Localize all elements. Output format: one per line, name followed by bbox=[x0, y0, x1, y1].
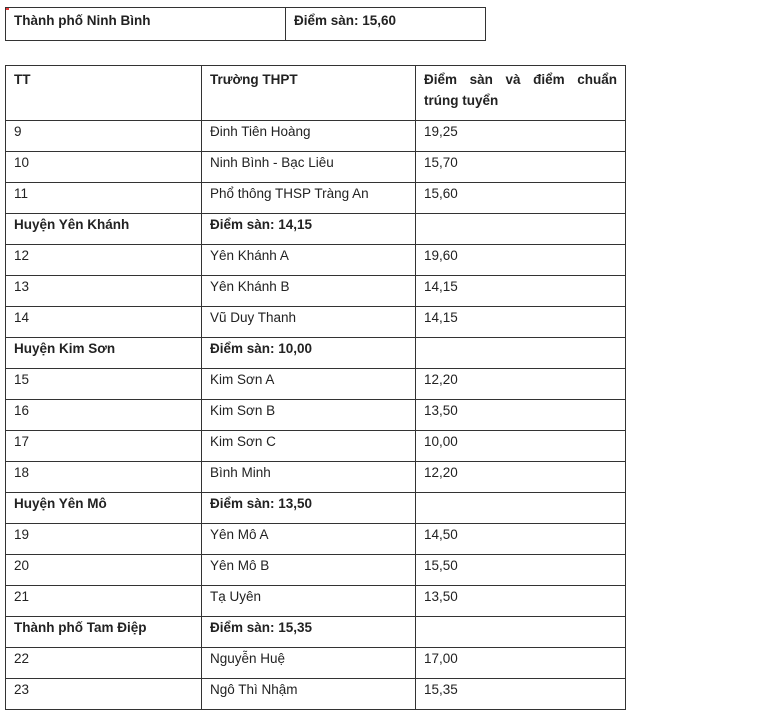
city-header-table bbox=[5, 7, 486, 41]
score-cell: 19,60 bbox=[416, 245, 626, 276]
score-cell: 13,50 bbox=[416, 400, 626, 431]
table-row bbox=[6, 555, 626, 586]
school-name-cell: Phổ thông THSP Tràng An bbox=[202, 183, 416, 214]
header-school: Trường THPT bbox=[202, 66, 416, 121]
table-row bbox=[6, 648, 626, 679]
score-cell: 15,70 bbox=[416, 152, 626, 183]
score-cell: 14,15 bbox=[416, 276, 626, 307]
city-name-cell: Thành phố Ninh Bình bbox=[6, 8, 286, 41]
table-row bbox=[6, 121, 626, 152]
school-name-cell: Nguyễn Huệ bbox=[202, 648, 416, 679]
score-cell: 17,00 bbox=[416, 648, 626, 679]
table-row bbox=[6, 183, 626, 214]
city-floor-score-cell: Điểm sàn: 15,60 bbox=[286, 8, 486, 41]
score-cell: 12,20 bbox=[416, 462, 626, 493]
score-cell: 15,35 bbox=[416, 679, 626, 710]
district-name-cell: Thành phố Tam Điệp bbox=[6, 617, 202, 648]
score-cell: 10,00 bbox=[416, 431, 626, 462]
district-floor-score-cell: Điểm sàn: 13,50 bbox=[202, 493, 416, 524]
district-floor-score-cell: Điểm sàn: 15,35 bbox=[202, 617, 416, 648]
row-number-cell: 11 bbox=[6, 183, 202, 214]
table-row bbox=[6, 462, 626, 493]
school-name-cell: Vũ Duy Thanh bbox=[202, 307, 416, 338]
district-floor-score-cell: Điểm sàn: 14,15 bbox=[202, 214, 416, 245]
score-cell: 19,25 bbox=[416, 121, 626, 152]
school-name-cell: Yên Mô A bbox=[202, 524, 416, 555]
table-header-row bbox=[6, 66, 626, 121]
table-row bbox=[6, 307, 626, 338]
school-name-cell: Kim Sơn B bbox=[202, 400, 416, 431]
district-group-row bbox=[6, 338, 626, 369]
empty-cell bbox=[416, 214, 626, 245]
school-scores-table bbox=[5, 65, 626, 710]
district-group-row bbox=[6, 493, 626, 524]
school-name-cell: Yên Khánh B bbox=[202, 276, 416, 307]
school-name-cell: Đinh Tiên Hoàng bbox=[202, 121, 416, 152]
school-name-cell: Kim Sơn C bbox=[202, 431, 416, 462]
school-name-cell: Ninh Bình - Bạc Liêu bbox=[202, 152, 416, 183]
table-row bbox=[6, 524, 626, 555]
district-name-cell: Huyện Kim Sơn bbox=[6, 338, 202, 369]
score-cell: 15,50 bbox=[416, 555, 626, 586]
school-name-cell: Tạ Uyên bbox=[202, 586, 416, 617]
empty-cell bbox=[416, 493, 626, 524]
score-cell: 14,50 bbox=[416, 524, 626, 555]
row-number-cell: 19 bbox=[6, 524, 202, 555]
header-score bbox=[416, 66, 626, 121]
row-number-cell: 10 bbox=[6, 152, 202, 183]
score-cell: 14,15 bbox=[416, 307, 626, 338]
row-number-cell: 17 bbox=[6, 431, 202, 462]
score-cell: 15,60 bbox=[416, 183, 626, 214]
row-number-cell: 13 bbox=[6, 276, 202, 307]
school-name-cell: Bình Minh bbox=[202, 462, 416, 493]
row-number-cell: 16 bbox=[6, 400, 202, 431]
table-row bbox=[6, 431, 626, 462]
district-name-cell: Huyện Yên Mô bbox=[6, 493, 202, 524]
row-number-cell: 15 bbox=[6, 369, 202, 400]
header-score-line1: Điểm sàn và điểm chuẩn bbox=[424, 72, 617, 87]
district-group-row bbox=[6, 214, 626, 245]
table-row bbox=[6, 400, 626, 431]
row-number-cell: 14 bbox=[6, 307, 202, 338]
row-number-cell: 21 bbox=[6, 586, 202, 617]
table-row bbox=[6, 245, 626, 276]
table-body bbox=[6, 121, 626, 710]
row-number-cell: 20 bbox=[6, 555, 202, 586]
header-score-line2: trúng tuyển bbox=[424, 93, 499, 108]
school-name-cell: Yên Khánh A bbox=[202, 245, 416, 276]
school-name-cell: Ngô Thì Nhậm bbox=[202, 679, 416, 710]
school-name-cell: Kim Sơn A bbox=[202, 369, 416, 400]
district-group-row bbox=[6, 617, 626, 648]
row-number-cell: 23 bbox=[6, 679, 202, 710]
district-name-cell: Huyện Yên Khánh bbox=[6, 214, 202, 245]
score-cell: 13,50 bbox=[416, 586, 626, 617]
table-row bbox=[6, 276, 626, 307]
header-tt: TT bbox=[6, 66, 202, 121]
row-number-cell: 12 bbox=[6, 245, 202, 276]
table-row bbox=[6, 369, 626, 400]
score-cell: 12,20 bbox=[416, 369, 626, 400]
row-number-cell: 9 bbox=[6, 121, 202, 152]
empty-cell bbox=[416, 617, 626, 648]
city-header-row bbox=[6, 8, 486, 41]
row-number-cell: 22 bbox=[6, 648, 202, 679]
table-row bbox=[6, 152, 626, 183]
district-floor-score-cell: Điểm sàn: 10,00 bbox=[202, 338, 416, 369]
table-row bbox=[6, 679, 626, 710]
table-row bbox=[6, 586, 626, 617]
row-number-cell: 18 bbox=[6, 462, 202, 493]
school-name-cell: Yên Mô B bbox=[202, 555, 416, 586]
empty-cell bbox=[416, 338, 626, 369]
